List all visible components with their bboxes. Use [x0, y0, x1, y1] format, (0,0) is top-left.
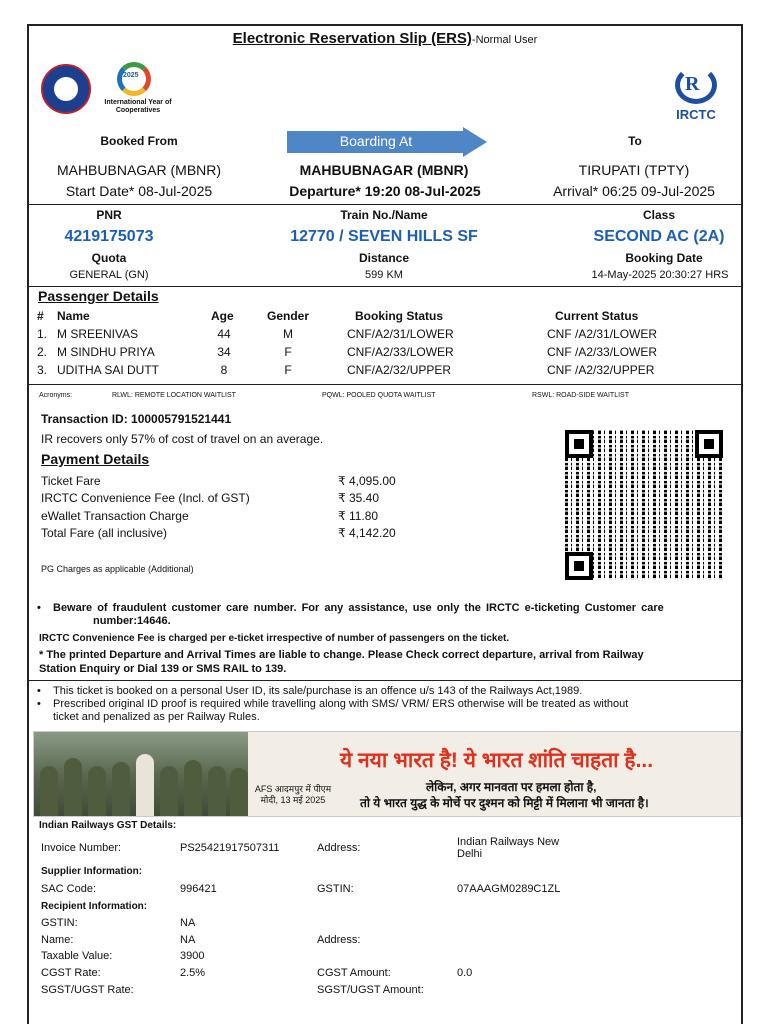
recipient-address-label: Address:: [317, 934, 361, 946]
bullet-icon: •: [37, 685, 41, 697]
taxable-value: 3900: [180, 950, 205, 962]
sgst-rate-label: SGST/UGST Rate:: [41, 984, 134, 996]
row-current-status: CNF /A2/33/LOWER: [547, 345, 658, 359]
beware-notice-line2: number:14646.: [93, 615, 171, 627]
row-gender: M: [283, 327, 293, 341]
acronym-rswl: RSWL: ROAD-SIDE WAITLIST: [532, 392, 629, 399]
irctc-logo-text: IRCTC: [676, 107, 716, 122]
invoice-label: Invoice Number:: [41, 842, 122, 854]
row-booking-status: CNF/A2/33/LOWER: [347, 345, 454, 359]
col-current-status: Current Status: [555, 309, 639, 323]
title-main: Electronic Reservation Slip (ERS): [232, 30, 472, 47]
row-no: 1.: [37, 327, 48, 341]
distance-value: 599 KM: [365, 269, 403, 281]
boarding-label: Boarding At: [339, 133, 413, 149]
times-notice-line1: * The printed Departure and Arrival Times are liable to change. Please Check correct departure, arrival from Railway: [39, 649, 644, 661]
irctc-logo: R IRCTC: [663, 66, 729, 126]
start-date: Start Date* 08-Jul-2025: [65, 183, 213, 199]
address-label: Address:: [317, 842, 361, 854]
row-no: 3.: [37, 363, 48, 377]
train-value: 12770 / SEVEN HILLS SF: [290, 228, 478, 245]
divider: [29, 384, 741, 385]
invoice-value: PS25421917507311: [180, 842, 280, 854]
row-name: UDITHA SAI DUTT: [57, 363, 160, 377]
times-notice-line2: Station Enquiry or Dial 139 or SMS RAIL to 139.: [39, 663, 287, 675]
row-booking-status: CNF/A2/31/LOWER: [347, 327, 454, 341]
arrival: Arrival* 06:25 09-Jul-2025: [553, 183, 715, 199]
acronym-rlwl: RLWL: REMOTE LOCATION WAITLIST: [112, 392, 236, 399]
address-value: Indian Railways New Delhi: [457, 836, 560, 860]
boarding-station: MAHBUBNAGAR (MBNR): [299, 162, 469, 178]
cgst-amount-value: 0.0: [457, 967, 473, 979]
name-value: NA: [180, 934, 196, 946]
payment-value: ₹ 11.80: [338, 509, 379, 523]
booked-from-label: Booked From: [100, 134, 178, 148]
row-current-status: CNF /A2/32/UPPER: [547, 363, 655, 377]
divider: [29, 286, 741, 287]
supplier-info-label: Supplier Information:: [41, 866, 143, 877]
row-no: 2.: [37, 345, 48, 359]
pnr-value: 4219175073: [64, 228, 154, 245]
recipient-gstin-label: GSTIN:: [41, 917, 78, 929]
banner-line3: तो ये भारत युद्ध के मोर्चे पर दुश्मन को मिट्टी में मिलाना भी जानता है।: [360, 796, 649, 810]
divider: [29, 680, 741, 681]
id-proof-notice-line2: ticket and penalized as per Railway Rules.: [53, 711, 260, 723]
sac-value: 996421: [180, 883, 217, 895]
row-age: 44: [217, 327, 231, 341]
booking-date-label: Booking Date: [625, 251, 703, 265]
transaction-id: Transaction ID: 100005791521441: [41, 412, 232, 426]
row-gender: F: [284, 363, 292, 377]
col-no: #: [37, 309, 44, 323]
from-station: MAHBUBNAGAR (MBNR): [56, 162, 222, 178]
quota-value: GENERAL (GN): [69, 269, 149, 281]
col-name: Name: [57, 309, 90, 323]
class-label: Class: [642, 208, 676, 222]
row-name: M SREENIVAS: [57, 327, 139, 341]
cgst-amount-label: CGST Amount:: [317, 967, 391, 979]
pnr-label: PNR: [96, 208, 122, 222]
recipient-gstin-value: NA: [180, 917, 196, 929]
bullet-icon: •: [37, 698, 41, 710]
cgst-rate-label: CGST Rate:: [41, 967, 101, 979]
title-sub: -Normal User: [471, 34, 538, 46]
taxable-value-label: Taxable Value:: [41, 950, 113, 962]
id-proof-notice-line1: Prescribed original ID proof is required while travelling along with SMS/ VRM/ ERS otherwise will be treated as without: [53, 698, 629, 710]
col-age: Age: [211, 309, 234, 323]
row-name: M SINDHU PRIYA: [57, 345, 155, 359]
ers-ticket: [27, 24, 743, 1024]
to-label: To: [628, 134, 642, 148]
personal-id-notice: This ticket is booked on a personal User ID, its sale/purchase is an offence u/s 143 of the Railways Act,1989.: [53, 685, 583, 697]
col-booking-status: Booking Status: [355, 309, 444, 323]
payment-value: ₹ 35.40: [338, 491, 379, 505]
to-station: TIRUPATI (TPTY): [578, 162, 690, 178]
quota-label: Quota: [91, 251, 127, 265]
coop-year: 2025: [123, 72, 139, 79]
cgst-rate-value: 2.5%: [180, 967, 206, 979]
passenger-details-title: Passenger Details: [38, 288, 159, 304]
banner-line2: लेकिन, अगर मानवता पर हमला होता है,: [426, 780, 597, 794]
sgst-amount-label: SGST/UGST Amount:: [317, 984, 424, 996]
coop-caption: International Year of Cooperatives: [104, 99, 172, 114]
boarding-arrow-icon: [287, 129, 487, 155]
distance-label: Distance: [358, 251, 410, 265]
row-gender: F: [284, 345, 292, 359]
indian-railways-logo: [41, 64, 91, 114]
payment-details-title: Payment Details: [41, 451, 150, 467]
qr-code: [565, 430, 723, 580]
payment-label: IRCTC Convenience Fee (Incl. of GST): [41, 491, 250, 505]
recipient-info-label: Recipient Information:: [41, 901, 148, 912]
acronyms-label: Acronyms:: [39, 392, 73, 399]
banner-headline: ये नया भारत है! ये भारत शांति चाहता है...: [340, 749, 654, 772]
col-gender: Gender: [267, 309, 310, 323]
train-label: Train No./Name: [340, 208, 428, 222]
name-label: Name:: [41, 934, 74, 946]
row-current-status: CNF /A2/31/LOWER: [547, 327, 658, 341]
payment-label: eWallet Transaction Charge: [41, 509, 189, 523]
cooperatives-logo: [103, 62, 172, 122]
conv-fee-notice: IRCTC Convenience Fee is charged per e-ticket irrespective of number of passengers on the ticket.: [39, 633, 510, 644]
gstin-label: GSTIN:: [317, 883, 354, 895]
banner-photo: [34, 732, 248, 817]
gst-title: Indian Railways GST Details:: [39, 820, 177, 831]
row-age: 8: [220, 363, 228, 377]
ticket-title: [29, 30, 741, 47]
advertisement-banner[interactable]: [33, 731, 741, 817]
payment-label: Ticket Fare: [41, 474, 101, 488]
gstin-value: 07AAAGM0289C1ZL: [457, 883, 561, 895]
booking-date-value: 14-May-2025 20:30:27 HRS: [591, 269, 729, 281]
row-age: 34: [217, 345, 231, 359]
row-booking-status: CNF/A2/32/UPPER: [347, 363, 452, 377]
acronym-pqwl: PQWL: POOLED QUOTA WAITLIST: [322, 392, 436, 399]
banner-caption: AFS आदमपुर में पीएम मोदी, 13 मई 2025: [254, 784, 332, 805]
divider: [29, 204, 741, 205]
sac-label: SAC Code:: [41, 883, 97, 895]
beware-notice-line1: Beware of fraudulent customer care number. For any assistance, use only the IRCTC e-ticketing Customer care: [53, 602, 664, 614]
payment-value: ₹ 4,095.00: [338, 474, 396, 488]
ir-cost-note: IR recovers only 57% of cost of travel on an average.: [41, 432, 324, 446]
pg-charges-note: PG Charges as applicable (Additional): [41, 564, 194, 574]
payment-value: ₹ 4,142.20: [338, 526, 396, 540]
payment-label: Total Fare (all inclusive): [41, 526, 168, 540]
departure: Departure* 19:20 08-Jul-2025: [289, 183, 481, 199]
bullet-icon: •: [37, 602, 41, 614]
class-value: SECOND AC (2A): [593, 228, 725, 245]
